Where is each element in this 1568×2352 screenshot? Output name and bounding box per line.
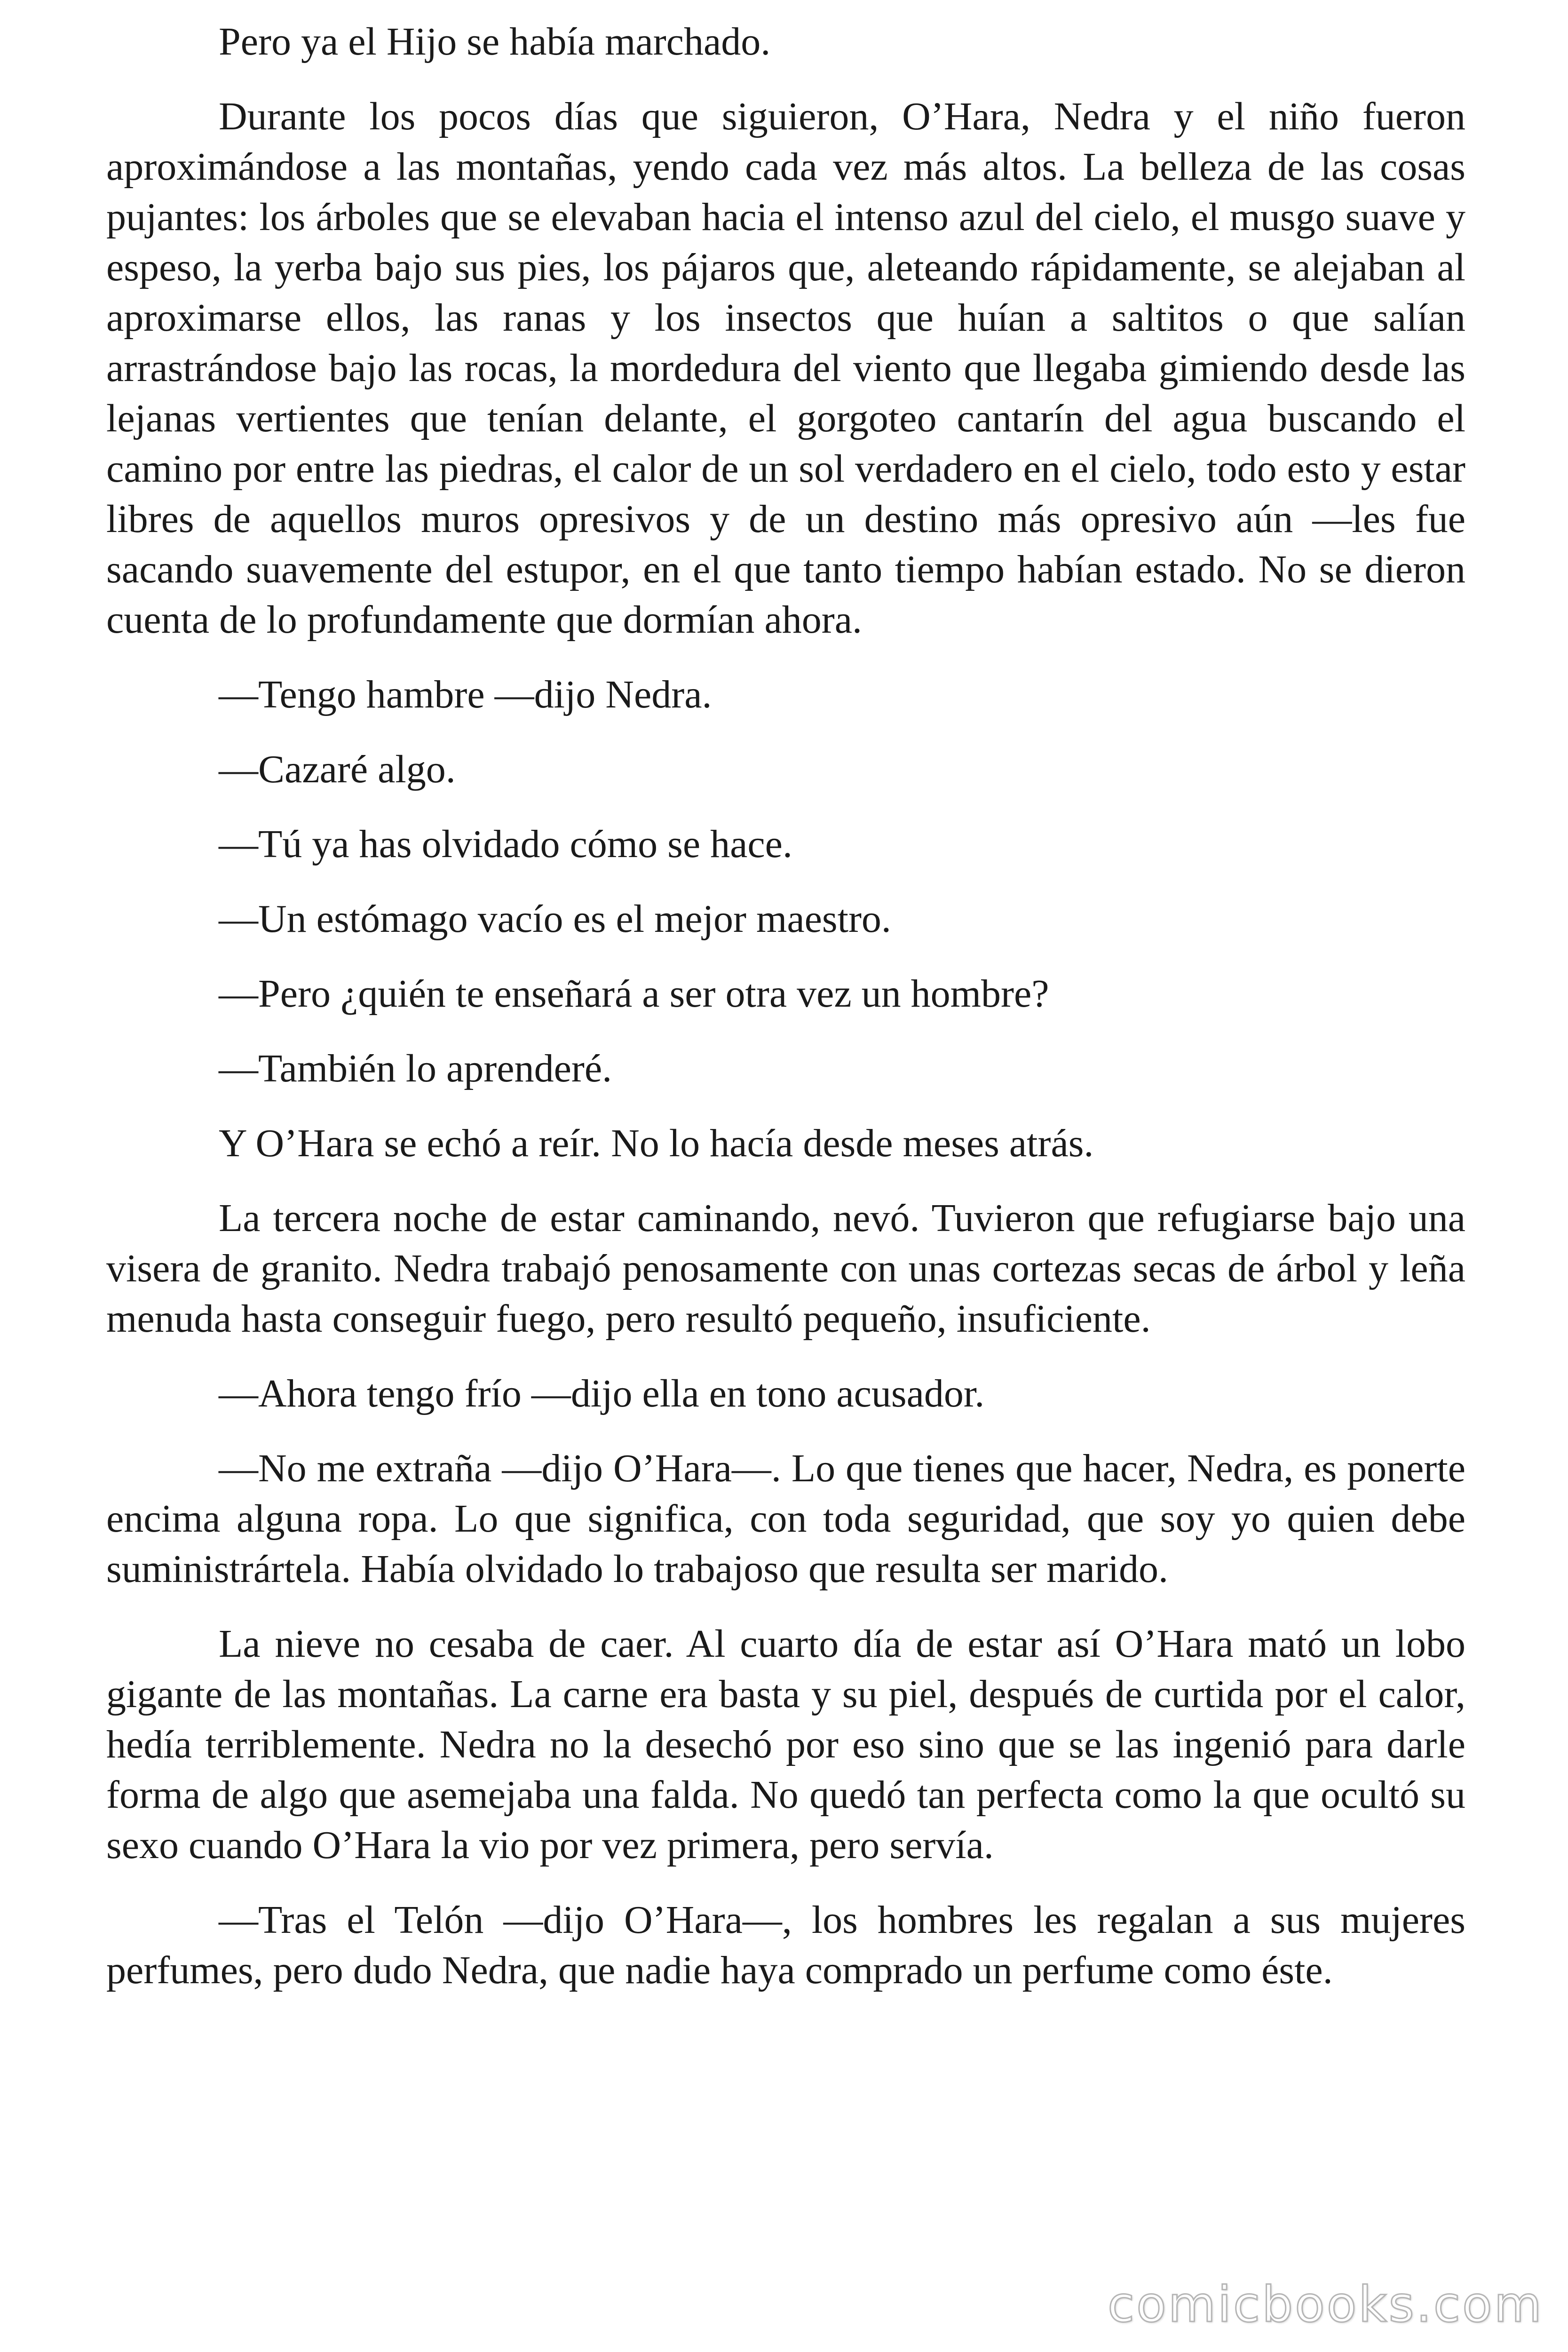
paragraph: Y O’Hara se echó a reír. No lo hacía desde meses atrás.: [219, 1121, 1094, 1165]
dialogue-line: —Tú ya has olvidado cómo se hace.: [219, 822, 792, 866]
paragraph: La tercera noche de estar caminando, nevó. Tuvieron que refugiarse bajo una visera de granito. Nedra trabajó penosamente con unas cortezas secas de árbol y leña menuda hasta conseguir fuego, pero resultó pequeño, insuficiente.: [106, 1196, 1465, 1341]
dialogue-paragraph: —Tras el Telón —dijo O’Hara—, los hombres les regalan a sus mujeres perfumes, pero dudo Nedra, que nadie haya comprado un perfume como éste.: [106, 1898, 1465, 1992]
dialogue-line: —Cazaré algo.: [219, 747, 456, 791]
paragraph: Durante los pocos días que siguieron, O’Hara, Nedra y el niño fueron aproximándose a las montañas, yendo cada vez más altos. La belleza de las cosas pujantes: los árboles que se elevaban hacia el intenso azul del cielo, el musgo suave y espeso, la yerba bajo sus pies, los pájaros que, aleteando rápidamente, se alejaban al aproximarse ellos, las ranas y los insectos que huían a saltitos o que salían arrastrándose bajo las rocas, la mordedura del viento que llegaba gimiendo desde las lejanas vertientes que tenían delante, el gorgoteo cantarín del agua buscando el camino por entre las piedras, el calor de un sol verdadero en el cielo, todo esto y estar libres de aquellos muros opresivos y de un destino más opresivo aún —les fue sacando suavemente del estupor, en el que tanto tiempo habían estado. No se dieron cuenta de lo profundamente que dormían ahora.: [106, 95, 1465, 642]
paragraph: Pero ya el Hijo se había marchado.: [219, 20, 771, 64]
book-page: [106, 16, 1465, 1995]
dialogue-line: —Pero ¿quién te enseñará a ser otra vez un hombre?: [219, 972, 1049, 1016]
dialogue-paragraph: —No me extraña —dijo O’Hara—. Lo que tienes que hacer, Nedra, es ponerte encima alguna ropa. Lo que significa, con toda seguridad, que soy yo quien debe suministrártela. Había olvidado lo trabajoso que resulta ser marido.: [106, 1446, 1465, 1591]
paragraph: La nieve no cesaba de caer. Al cuarto día de estar así O’Hara mató un lobo gigante de las montañas. La carne era basta y su piel, después de curtida por el calor, hedía terriblemente. Nedra no la desechó por eso sino que se las ingenió para darle forma de algo que asemejaba una falda. No quedó tan perfecta como la que ocultó su sexo cuando O’Hara la vio por vez primera, pero servía.: [106, 1622, 1465, 1867]
dialogue-line: —Ahora tengo frío —dijo ella en tono acusador.: [219, 1372, 985, 1415]
dialogue-line: —Tengo hambre —dijo Nedra.: [219, 673, 712, 716]
watermark-logo: comicbooks.com: [1107, 2276, 1544, 2333]
dialogue-line: —También lo aprenderé.: [219, 1047, 612, 1090]
dialogue-line: —Un estómago vacío es el mejor maestro.: [219, 897, 891, 941]
